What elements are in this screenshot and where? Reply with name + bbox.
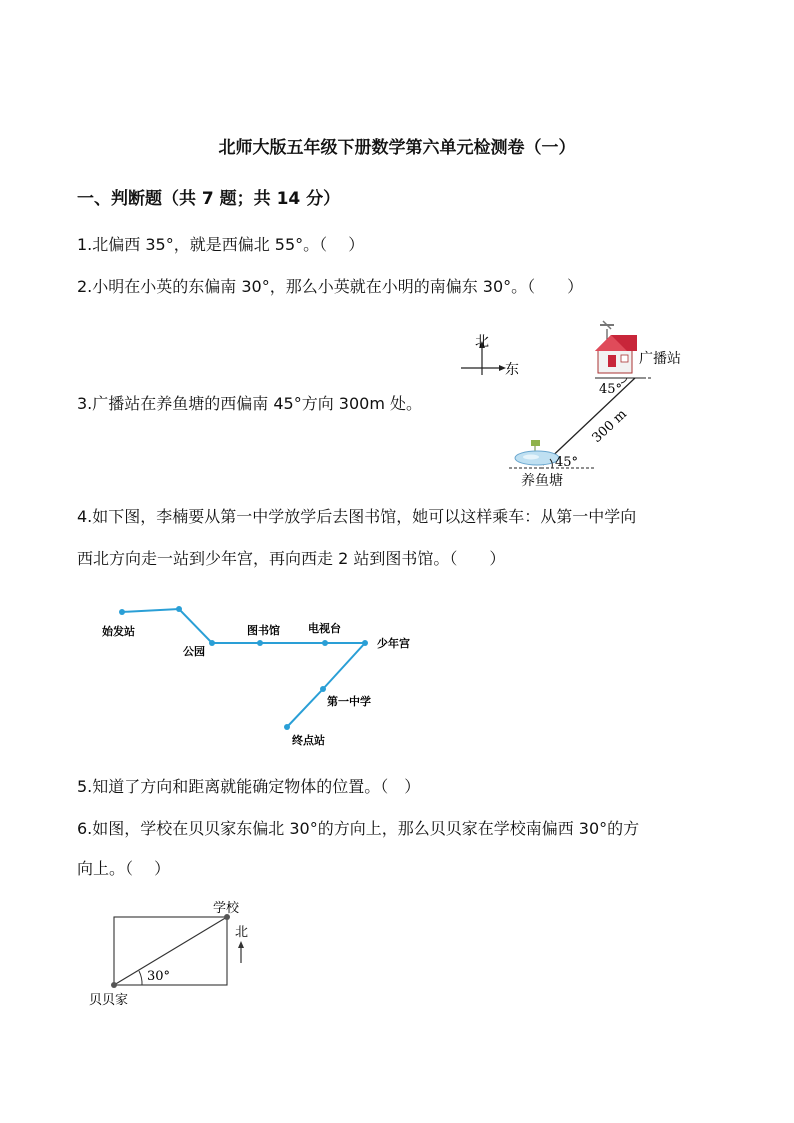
distance-label: 300 m: [589, 406, 630, 446]
stop-park: [209, 640, 215, 646]
angle-label: 30°: [147, 969, 171, 984]
angle-top-label: 45°: [599, 382, 623, 397]
figure-4-route-map: [95, 595, 435, 755]
compass-north-label: 北: [475, 334, 489, 350]
label-terminal: 终点站: [292, 734, 325, 747]
north-arrow-icon: [238, 941, 244, 963]
home-point: [111, 982, 117, 988]
question-5: 5.知道了方向和距离就能确定物体的位置。（ ）: [77, 777, 421, 796]
stop-first-school: [320, 686, 326, 692]
question-2: 2.小明在小英的东偏南 30°，那么小英就在小明的南偏东 30°。（ ）: [77, 277, 584, 296]
house-icon: [595, 321, 637, 373]
question-1: 1.北偏西 35°，就是西偏北 55°。（ ）: [77, 235, 365, 254]
stop-youth-palace: [362, 640, 368, 646]
label-library: 图书馆: [247, 624, 280, 637]
figure-6-diagram: [85, 895, 275, 1015]
question-3: 3.广播站在养鱼塘的西偏南 45°方向 300m 处。: [77, 394, 423, 413]
figure-3-diagram: [455, 315, 715, 495]
label-youth-palace: 少年宫: [377, 637, 410, 650]
page-title: 北师大版五年级下册数学第六单元检测卷（一）: [218, 138, 576, 158]
pond-label: 养鱼塘: [521, 473, 563, 489]
label-park: 公园: [183, 645, 205, 658]
stop-turn: [176, 606, 182, 612]
north-label: 北: [235, 925, 249, 940]
label-start: 始发站: [102, 625, 135, 638]
question-6-line-2: 向上。（ ）: [77, 859, 171, 878]
label-tv-station: 电视台: [308, 622, 341, 635]
school-label: 学校: [213, 901, 240, 916]
question-4-line-2: 西北方向走一站到少年宫，再向西走 2 站到图书馆。（ ）: [77, 549, 506, 568]
angle-bottom-label: 45°: [555, 455, 579, 470]
pond-icon: [515, 440, 559, 465]
station-label: 广播站: [639, 351, 681, 367]
section-heading: 一、判断题（共 7 题；共 14 分）: [77, 189, 341, 209]
home-label: 贝贝家: [89, 993, 129, 1008]
stop-start: [119, 609, 125, 615]
stop-tv-station: [322, 640, 328, 646]
stop-library: [257, 640, 263, 646]
label-first-school: 第一中学: [327, 695, 371, 708]
compass-east-label: 东: [505, 362, 519, 378]
question-6-line-1: 6.如图，学校在贝贝家东偏北 30°的方向上，那么贝贝家在学校南偏西 30°的方: [77, 819, 640, 838]
question-4-line-1: 4.如下图，李楠要从第一中学放学后去图书馆，她可以这样乘车：从第一中学向: [77, 507, 637, 526]
stop-terminal: [284, 724, 290, 730]
